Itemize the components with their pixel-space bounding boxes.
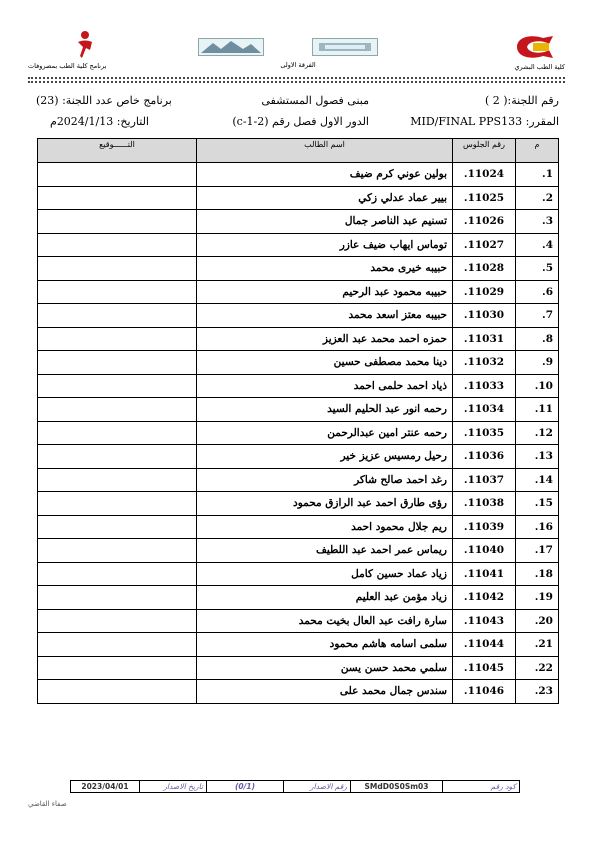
signature-cell: [38, 374, 197, 398]
college-name: كلية الطب البشري: [514, 63, 565, 71]
seat-number: 11040.: [453, 539, 516, 563]
row-number: 7.: [516, 304, 559, 328]
header-signature: التــــــوقيع: [38, 139, 197, 163]
signature-cell: [38, 492, 197, 516]
seat-number: 11035.: [453, 421, 516, 445]
code-value: SMdD0S0Sm03: [351, 781, 443, 793]
row-number: 1.: [516, 163, 559, 187]
header-banner-image: [198, 38, 264, 56]
signature-cell: [38, 327, 197, 351]
signature-cell: [38, 398, 197, 422]
round: الدور الاول فصل رقم (2-1-c): [232, 115, 369, 128]
row-number: 21.: [516, 633, 559, 657]
seat-number: 11025.: [453, 186, 516, 210]
table-row: [38, 186, 559, 210]
header-banner-image: [312, 38, 378, 56]
table-row: [38, 586, 559, 610]
signature-cell: [38, 539, 197, 563]
table-row: [38, 609, 559, 633]
seat-number: 11036.: [453, 445, 516, 469]
student-name: سارة رافت عبد العال بخيت محمد: [197, 609, 453, 633]
row-number: 12.: [516, 421, 559, 445]
table-row: [38, 233, 559, 257]
student-name: بيير عماد عدلي زكي: [197, 186, 453, 210]
row-number: 8.: [516, 327, 559, 351]
signature-cell: [38, 586, 197, 610]
table-row: [38, 656, 559, 680]
student-name: رغد احمد صالح شاكر: [197, 468, 453, 492]
student-name: رحيل رمسيس عزيز خير: [197, 445, 453, 469]
table-row: [38, 515, 559, 539]
row-number: 15.: [516, 492, 559, 516]
row-number: 10.: [516, 374, 559, 398]
signature-cell: [38, 351, 197, 375]
table-row: [38, 398, 559, 422]
table-row: [38, 421, 559, 445]
student-name: ريماس عمر احمد عبد اللطيف: [197, 539, 453, 563]
seat-number: 11029.: [453, 280, 516, 304]
seat-number: 11037.: [453, 468, 516, 492]
divider: [28, 81, 565, 83]
student-roster-table: [37, 138, 559, 704]
signature-cell: [38, 609, 197, 633]
signature-cell: [38, 680, 197, 704]
page-header: [28, 30, 565, 80]
student-name: سندس جمال محمد على: [197, 680, 453, 704]
student-name: حبيبه خيرى محمد: [197, 257, 453, 281]
signature-cell: [38, 210, 197, 234]
row-number: 22.: [516, 656, 559, 680]
issue-date: 2023/04/01: [71, 781, 140, 793]
seat-number: 11042.: [453, 586, 516, 610]
signature-cell: [38, 515, 197, 539]
exam-info-row-2: [36, 115, 559, 135]
student-name: رحمه انور عبد الحليم السيد: [197, 398, 453, 422]
header-number: م: [516, 139, 559, 163]
student-name: حبيبه محمود عبد الرحيم: [197, 280, 453, 304]
table-row: [38, 280, 559, 304]
student-name: زياد عماد حسين كامل: [197, 562, 453, 586]
student-name: زياد مؤمن عبد العليم: [197, 586, 453, 610]
row-number: 16.: [516, 515, 559, 539]
table-row: [38, 468, 559, 492]
row-number: 17.: [516, 539, 559, 563]
row-number: 19.: [516, 586, 559, 610]
seat-number: 11039.: [453, 515, 516, 539]
seat-number: 11033.: [453, 374, 516, 398]
date-label: تاريخ الاصدار: [140, 781, 207, 793]
table-header-row: [38, 139, 559, 163]
student-name: سلمي محمد حسن يسن: [197, 656, 453, 680]
row-number: 18.: [516, 562, 559, 586]
signature-cell: [38, 186, 197, 210]
student-name: تسنيم عبد الناصر جمال: [197, 210, 453, 234]
seat-number: 11024.: [453, 163, 516, 187]
table-row: [38, 257, 559, 281]
row-number: 2.: [516, 186, 559, 210]
course: المقرر: MID/FINAL PPS133: [410, 115, 559, 128]
student-name: دينا محمد مصطفى حسين: [197, 351, 453, 375]
row-number: 20.: [516, 609, 559, 633]
table-row: [38, 633, 559, 657]
signature-cell: [38, 445, 197, 469]
signature-cell: [38, 280, 197, 304]
row-number: 13.: [516, 445, 559, 469]
signature-cell: [38, 233, 197, 257]
preparer-signature: صفاء القاضي: [28, 800, 67, 808]
signature-cell: [38, 656, 197, 680]
row-number: 9.: [516, 351, 559, 375]
exam-info-row-1: [36, 94, 559, 114]
signature-cell: [38, 257, 197, 281]
row-number: 14.: [516, 468, 559, 492]
program-name: برنامج كلية الطب بمصروفات: [28, 62, 107, 70]
table-row: [38, 210, 559, 234]
row-number: 4.: [516, 233, 559, 257]
table-row: [38, 327, 559, 351]
signature-cell: [38, 421, 197, 445]
signature-cell: [38, 562, 197, 586]
row-number: 11.: [516, 398, 559, 422]
student-name: بولين عوني كرم ضيف: [197, 163, 453, 187]
student-name: حبيبه معتز اسعد محمد: [197, 304, 453, 328]
signature-cell: [38, 304, 197, 328]
table-row: [38, 304, 559, 328]
committee-number: رقم اللجنة:( 2 ): [484, 94, 559, 107]
student-name: ريم جلال محمود احمد: [197, 515, 453, 539]
seat-number: 11041.: [453, 562, 516, 586]
student-name: رحمه عنتر امين عبدالرحمن: [197, 421, 453, 445]
seat-number: 11045.: [453, 656, 516, 680]
issue-label: رقم الاصدار: [284, 781, 351, 793]
issue-value: (0/1): [207, 781, 284, 793]
table-row: [38, 562, 559, 586]
row-number: 5.: [516, 257, 559, 281]
header-name: اسم الطالب: [197, 139, 453, 163]
signature-cell: [38, 633, 197, 657]
seat-number: 11030.: [453, 304, 516, 328]
table-row: [38, 163, 559, 187]
program-count: برنامج خاص عدد اللجنة: (23): [36, 94, 172, 107]
seat-number: 11028.: [453, 257, 516, 281]
document-footer: [70, 780, 520, 793]
student-name: رؤى طارق احمد عبد الرازق محمود: [197, 492, 453, 516]
table-row: [38, 445, 559, 469]
header-seat: رقم الجلوس: [453, 139, 516, 163]
seat-number: 11026.: [453, 210, 516, 234]
table-row: [38, 539, 559, 563]
seat-number: 11038.: [453, 492, 516, 516]
student-name: سلمى اسامه هاشم محمود: [197, 633, 453, 657]
seat-number: 11027.: [453, 233, 516, 257]
signature-cell: [38, 163, 197, 187]
student-name: توماس ايهاب ضيف عازر: [197, 233, 453, 257]
table-row: [38, 492, 559, 516]
row-number: 6.: [516, 280, 559, 304]
row-number: 3.: [516, 210, 559, 234]
building: مبنى فصول المستشفى: [261, 94, 369, 107]
seat-number: 11044.: [453, 633, 516, 657]
student-name: ذياد احمد حلمى احمد: [197, 374, 453, 398]
divider: [28, 77, 565, 79]
seat-number: 11034.: [453, 398, 516, 422]
seat-number: 11032.: [453, 351, 516, 375]
table-row: [38, 680, 559, 704]
grade-label: الفرقة الاولى: [280, 61, 316, 69]
seat-number: 11043.: [453, 609, 516, 633]
seat-number: 11046.: [453, 680, 516, 704]
table-row: [38, 374, 559, 398]
table-body: [38, 163, 559, 704]
seat-number: 11031.: [453, 327, 516, 351]
code-label: كود رقم: [443, 781, 520, 793]
program-logo: [74, 30, 96, 60]
college-logo: [513, 32, 559, 62]
exam-date: التاريخ: 2024/1/13م: [50, 115, 149, 128]
signature-cell: [38, 468, 197, 492]
row-number: 23.: [516, 680, 559, 704]
table-row: [38, 351, 559, 375]
student-name: حمزه احمد محمد عبد العزيز: [197, 327, 453, 351]
